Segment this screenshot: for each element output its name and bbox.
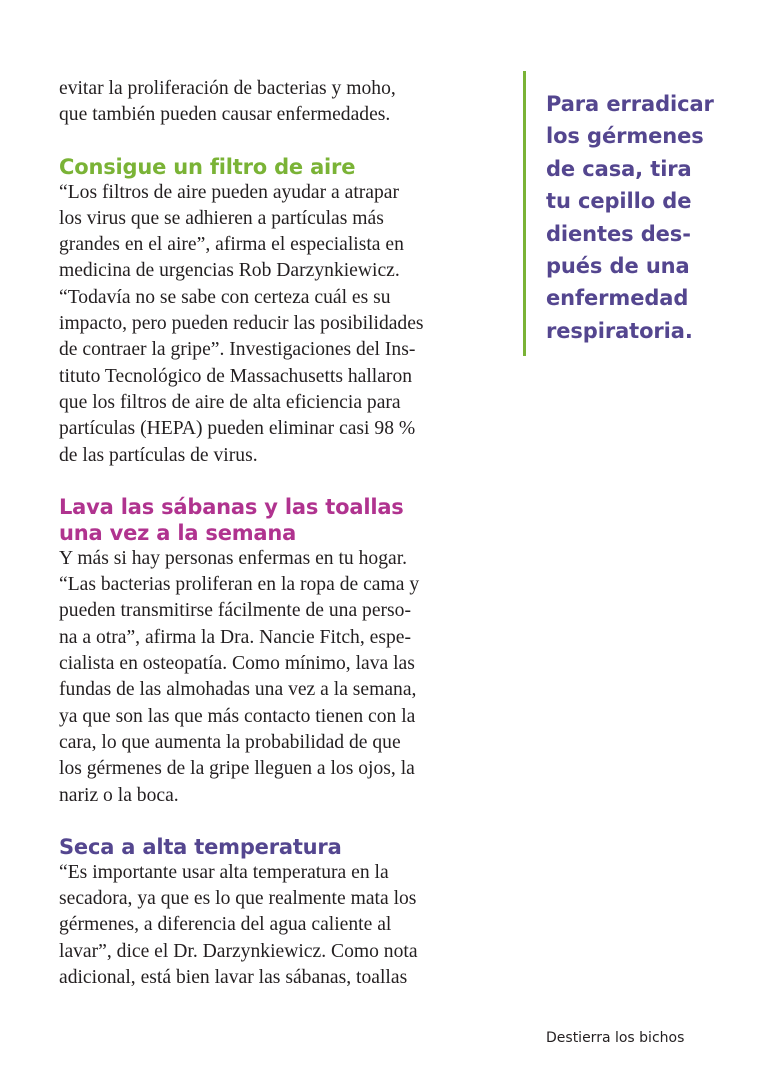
text-line: secadora, ya que es lo que realmente mata los xyxy=(59,888,417,910)
text-line: que los filtros de aire de alta eficiencia para xyxy=(59,391,401,413)
text-line: cialista en osteopatía. Como mínimo, lava las xyxy=(59,653,415,675)
text-line: Y más si hay personas enfermas en tu hogar. xyxy=(59,547,408,569)
section-paragraph xyxy=(59,546,504,809)
pull-quote-line: Para erradicar xyxy=(546,92,714,116)
text-line: grandes en el aire”, afirma el especialista en xyxy=(59,234,404,256)
pull-quote-line: enfermedad xyxy=(546,286,689,311)
text-line: fundas de las almohadas una vez a la semana, xyxy=(59,679,417,701)
pull-quote-line: los gérmenes xyxy=(546,124,704,149)
text-line: “Es importante usar alta temperatura en la xyxy=(59,861,389,883)
pull-quote xyxy=(546,88,714,347)
text-line: pueden transmitirse fácilmente de una perso- xyxy=(59,600,412,622)
intro-paragraph xyxy=(59,76,504,129)
text-line: tituto Tecnológico de Massachusetts hallaron xyxy=(59,365,413,387)
text-line: “Todavía no se sabe con certeza cuál es su xyxy=(59,286,391,308)
text-line: impacto, pero pueden reducir las posibilidades xyxy=(59,313,424,335)
text-line: ya que son las que más contacto tienen con la xyxy=(59,705,416,727)
text-line: de contraer la gripe”. Investigaciones del Ins- xyxy=(59,339,416,361)
text-line: adicional, está bien lavar las sábanas, toallas xyxy=(59,967,408,989)
text-line: na a otra”, afirma la Dra. Nancie Fitch, espe- xyxy=(59,626,411,648)
text-line: lavar”, dice el Dr. Darzynkiewicz. Como nota xyxy=(59,940,418,962)
article-body xyxy=(59,76,504,991)
text-line: nariz o la boca. xyxy=(59,784,179,806)
section-heading: Consigue un filtro de aire xyxy=(59,154,356,179)
section-paragraph xyxy=(59,860,504,991)
section-heading: Seca a alta temperatura xyxy=(59,834,342,859)
pull-quote-line: de casa, tira xyxy=(546,156,692,181)
text-line: cara, lo que aumenta la probabilidad de que xyxy=(59,731,401,753)
text-line: “Las bacterias proliferan en la ropa de cama y xyxy=(59,574,420,596)
pull-quote-line: dientes des- xyxy=(546,221,691,246)
pull-quote-line: pués de una xyxy=(546,254,690,279)
pull-quote-line: tu cepillo de xyxy=(546,189,692,214)
section-dry-high-heat xyxy=(59,834,504,991)
text-line: los virus que se adhieren a partículas más xyxy=(59,207,384,229)
pull-quote-line: respiratoria. xyxy=(546,318,693,343)
section-air-filter xyxy=(59,154,504,469)
text-line: medicina de urgencias Rob Darzynkiewicz. xyxy=(59,260,400,282)
section-heading: Lava las sábanas y las toallas una vez a la semana xyxy=(59,494,404,545)
text-line: “Los filtros de aire pueden ayudar a atrapar xyxy=(59,181,400,203)
text-line: gérmenes, a diferencia del agua caliente al xyxy=(59,914,392,936)
section-wash-sheets xyxy=(59,494,504,809)
pull-quote-sidebar xyxy=(523,71,756,356)
text-line: los gérmenes de la gripe lleguen a los ojos, la xyxy=(59,758,415,780)
section-paragraph xyxy=(59,180,504,469)
running-footer: Destierra los bichos xyxy=(546,1030,685,1046)
text-line: evitar la proliferación de bacterias y moho, xyxy=(59,78,396,99)
text-line: que también pueden causar enfermedades. xyxy=(59,104,391,126)
text-line: partículas (HEPA) pueden eliminar casi 98 % xyxy=(59,418,416,440)
text-line: de las partículas de virus. xyxy=(59,444,258,466)
